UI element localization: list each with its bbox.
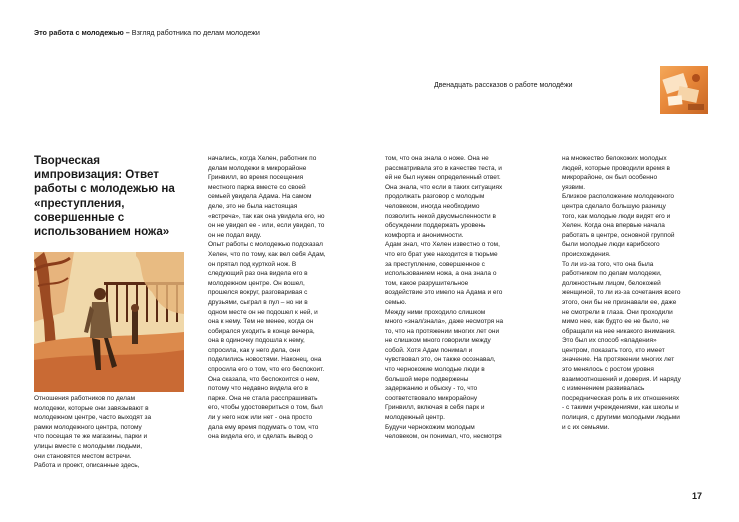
text-line: улицы вместе с молодыми людьми, [34, 442, 143, 450]
text-line: спросила его о том, что его беспокоит. [208, 366, 325, 374]
text-line: он прятал под курткой нож. В [208, 260, 297, 268]
text-line: задержанию и обыску - то, что [385, 385, 478, 393]
text-line: рамки молодежного центра, потому [34, 423, 142, 431]
title-line: работы с молодежью на [34, 182, 175, 196]
text-line: дала ему время подумать о том, что [208, 423, 319, 431]
text-line: прошелся вокруг, разговаривая с [208, 289, 308, 297]
text-line: деле, это не была настоящая [208, 202, 298, 210]
text-line: взаимоотношений и доверия. И наряду [562, 375, 681, 383]
text-line: этого, они бы не признавали ее, даже [562, 298, 677, 306]
text-line: работником по делам молодежи, [562, 270, 662, 278]
text-line: и с их семьями. [562, 423, 610, 431]
title-line: совершенные с [34, 210, 125, 224]
text-line: центром, показать того, кто имеет [562, 346, 665, 354]
text-line: Работа и проект, описанные здесь, [34, 462, 140, 470]
page-number: 17 [692, 491, 703, 501]
text-line: - с такими учреждениями, как школы и [562, 404, 679, 412]
text-column-2 [208, 154, 326, 442]
text-line: Она сказала, что беспокоится о нем, [208, 375, 320, 383]
text-line: что чернокожие молодые люди в [385, 366, 485, 374]
text-line: на множество белокожих молодых [562, 155, 667, 162]
text-line: рассматривала это в качестве теста, и [385, 164, 502, 172]
text-line: Отношения работников по делам [34, 395, 136, 402]
text-line: молодежном центре, часто выходят за [34, 414, 152, 422]
article-title [34, 154, 184, 239]
text-line: начались, когда Хелен, работник по [208, 155, 317, 162]
text-line: полиция, с другими молодыми людьми [562, 414, 680, 422]
text-line: комфорта и анонимности. [385, 231, 464, 239]
text-line: обсуждении поддержать уровень [385, 222, 486, 230]
text-line: Близкое расположение молодежного [562, 193, 675, 201]
title-line: импровизация: Ответ [34, 168, 159, 182]
text-line: собой. Хотя Адам понимал и [385, 346, 473, 354]
text-line: То ли из-за того, что она была [562, 260, 654, 268]
text-line: она в одиночку подошла к нему, [208, 337, 305, 345]
text-line: были молодые люди карибского [562, 241, 660, 249]
text-line: молодежный центр. [385, 414, 445, 422]
text-line: позволить некой двусмысленности в [385, 212, 496, 220]
title-line: «преступления, [34, 196, 125, 210]
text-column-1 [34, 394, 151, 471]
text-line: том, какое разрушительное [385, 279, 469, 287]
text-column-3 [385, 154, 503, 442]
text-line: чувствовал это, он также осознавал, [385, 356, 496, 364]
text-line: людей, которые проводили время в [562, 164, 670, 172]
text-line: Адам знал, что Хелен известно о том, [385, 241, 500, 249]
text-line: ли у него нож или нет - она просто [208, 414, 313, 422]
text-line: продолжать разговор с молодым [385, 193, 485, 201]
text-line: большой мере подвержены [385, 375, 469, 383]
text-line: местного парка вместе со своей [208, 183, 306, 191]
text-line: микрорайоне, он был особенно [562, 174, 658, 182]
text-line: потому что недавно видела его в [208, 385, 308, 393]
text-line: воздействие это имело на Адама и его [385, 289, 503, 297]
text-line: парке. Она не стала расспрашивать [208, 394, 318, 402]
text-line: человеком, он понимал, что, несмотря [385, 433, 502, 441]
header-section: Это работа с молодежью – [34, 28, 130, 37]
text-line: центра сделало большую разницу [562, 202, 666, 210]
text-line: уязвим. [562, 183, 586, 191]
text-line: Гринвилл, включая в себя парк и [385, 404, 485, 412]
text-line: одном месте он не подошел к ней, и [208, 308, 318, 316]
documents-on-table-photo-icon [660, 66, 708, 114]
text-line: посредническая роль в их отношениях [562, 394, 680, 402]
text-line: том, что она знала о ноже. Она не [385, 155, 489, 162]
title-line: использованием ножа» [34, 225, 170, 239]
text-line: соответствовало микрорайону [385, 394, 478, 402]
text-line: того, как молодые люди видят его и [562, 212, 671, 220]
text-line: друзьями, сыграл в пул – но ни в [208, 298, 308, 306]
text-line: обращали на нее никакого внимания. [562, 327, 676, 335]
text-line: работать в центре, основной группой [562, 231, 675, 239]
text-line: с изменением развивалась [562, 385, 645, 393]
text-line: семью. [385, 298, 407, 306]
text-line: молодежи, которые они завязывают в [34, 404, 149, 412]
text-line: Будучи чернокожим молодым [385, 423, 475, 431]
text-line: женщиной, то ли из-за сочетания всего [562, 289, 681, 297]
text-line: ей не был нужен определенный ответ. [385, 174, 501, 182]
text-line: не смотрели в глаза. Они проходили [562, 308, 673, 316]
text-line: Гринвилл, во время посещения [208, 174, 304, 182]
text-line: значение. На протяжении многих лет [562, 356, 675, 364]
text-line: он не подал виду. [208, 231, 262, 239]
text-line: «встреча», так как она увидела его, но [208, 212, 325, 220]
page-header [34, 28, 260, 37]
text-line: Опыт работы с молодежью подсказал [208, 241, 323, 249]
text-line: Она знала, что если в таких ситуациях [385, 183, 503, 191]
header-subtitle: Взгляд работника по делам молодежи [131, 28, 260, 37]
text-line: семьей увидела Адама. На самом [208, 193, 312, 201]
text-line: следующий раз она видела его в [208, 270, 308, 278]
text-line: делам молодежи в микрорайоне [208, 164, 307, 172]
text-line: использованием ножа, а она знала о [385, 270, 497, 278]
text-line: много «знал/знала», даже несмотря на [385, 318, 504, 326]
text-line: его, чтобы удостовериться о том, был [208, 404, 323, 412]
text-line: не слишком много говорили между [385, 337, 491, 345]
text-line: происхождения. [562, 250, 611, 258]
text-line: мимо нее, как будто ее не было, не [562, 318, 670, 326]
youth-walking-in-park-painting-icon [34, 252, 184, 392]
text-line: за преступление, совершенное с [385, 260, 485, 268]
text-line: он не увидел ее - или, если увидел, то [208, 222, 325, 230]
text-line: человеком, иногда необходимо [385, 202, 480, 210]
text-line: что посещая те же магазины, парки и [34, 433, 148, 441]
text-line: спросила, как у него дела, они [208, 346, 301, 354]
title-line: Творческая [34, 154, 100, 167]
text-line: то, что на протяжении многих лет они [385, 327, 500, 335]
text-line: молодежном центре. Он вошел, [208, 279, 305, 287]
text-line: они становятся местом встречи. [34, 452, 132, 460]
text-line: поделились новостями. Наконец, она [208, 356, 322, 364]
series-title: Двенадцать рассказов о работе молодёжи [434, 82, 573, 89]
text-line: Между ними проходило слишком [385, 308, 486, 316]
text-line: она к нему. Тем не менее, когда он [208, 318, 314, 326]
text-line: собирался уходить в конце вечера, [208, 327, 315, 335]
text-line: Хелен. Когда она впервые начала [562, 222, 665, 230]
text-line: это менялось с ростом уровня [562, 366, 654, 374]
text-line: Это был их способ «владения» [562, 337, 657, 345]
text-line: Хелен, что по тому, как вел себя Адам, [208, 250, 326, 258]
text-line: она видела его, и сделать вывод о [208, 433, 313, 441]
text-column-4 [562, 154, 681, 432]
text-line: должностным лицом, белокожей [562, 279, 661, 287]
text-line: что его брат уже находится в тюрьме [385, 250, 498, 258]
